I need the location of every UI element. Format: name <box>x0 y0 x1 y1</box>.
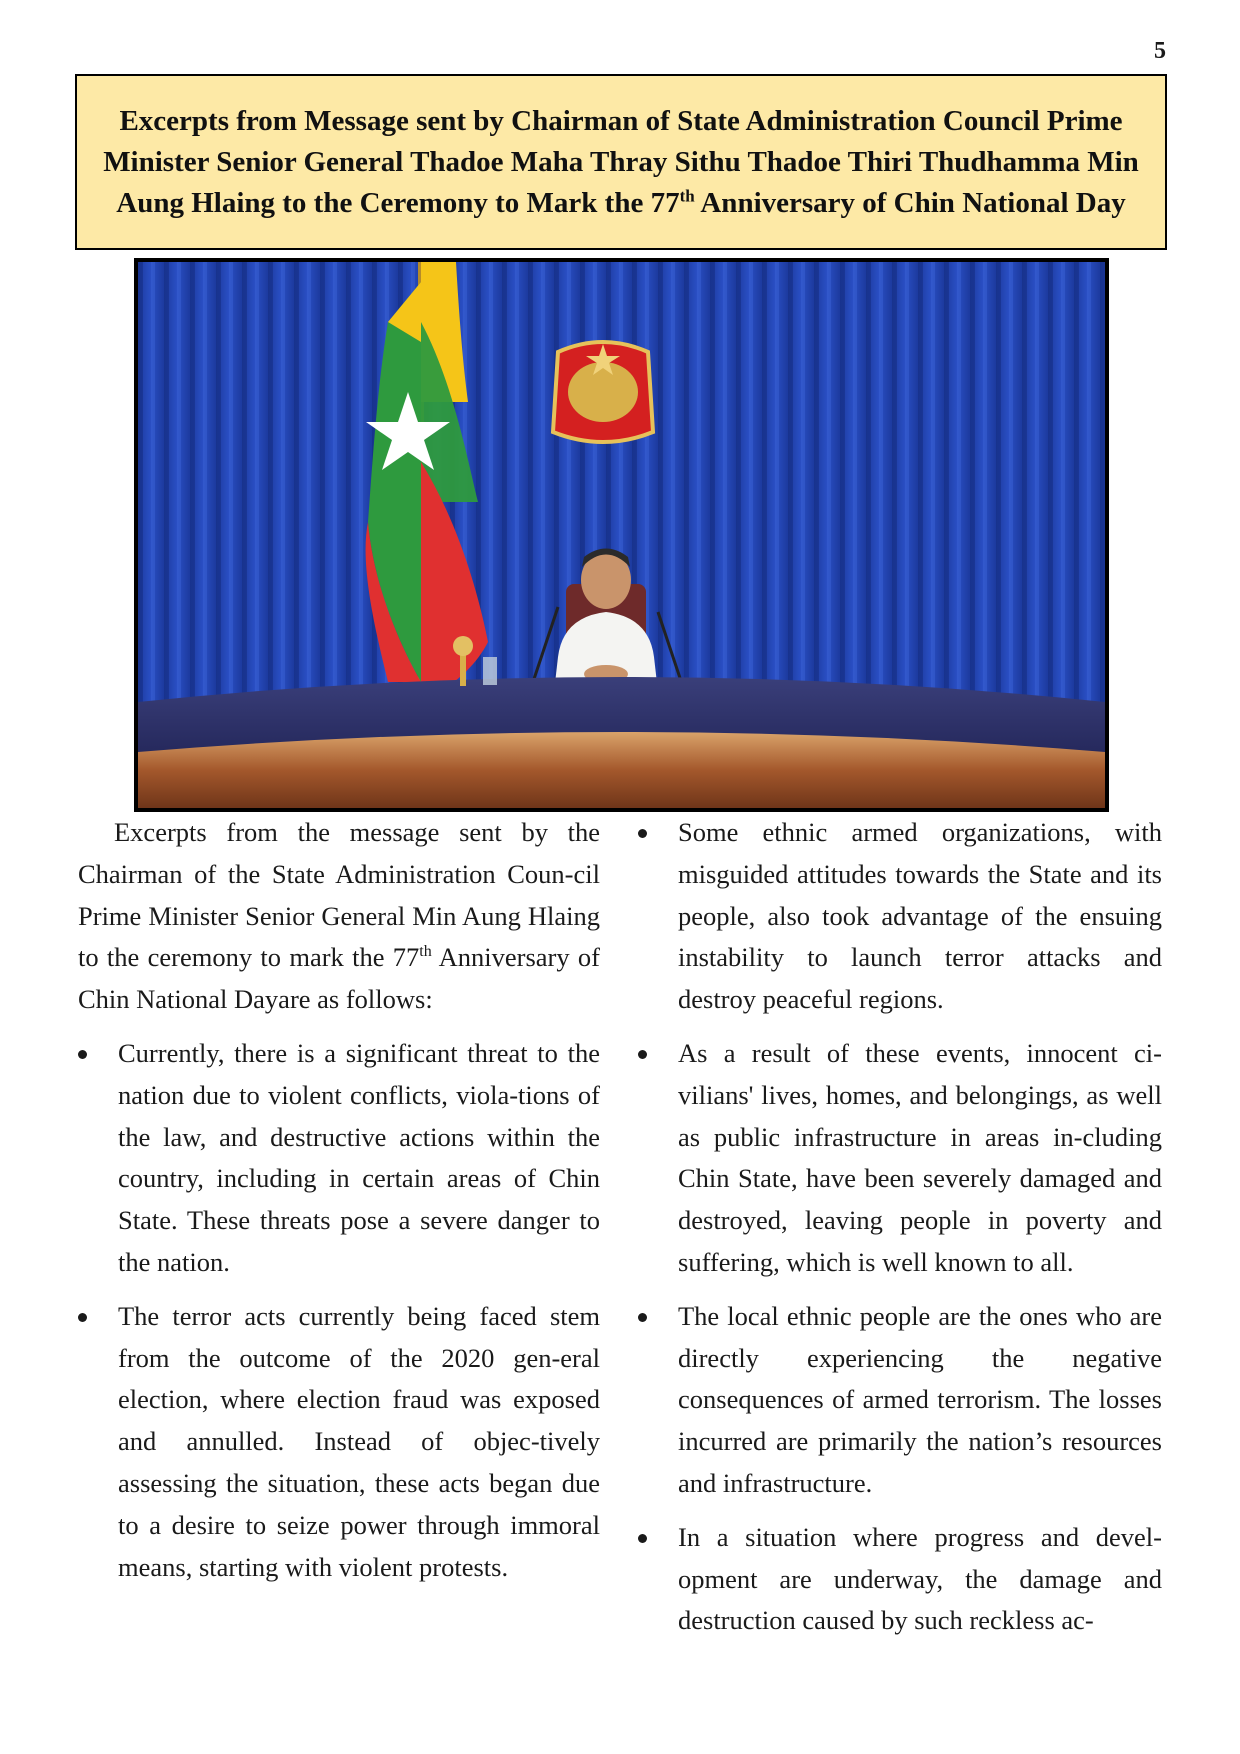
bullet-icon <box>78 1050 87 1059</box>
photo-illustration <box>138 262 1105 808</box>
desk-front <box>138 732 1105 808</box>
intro-superscript: th <box>419 943 432 961</box>
bullet-icon <box>638 1313 647 1322</box>
desk-trophy-top <box>453 636 473 656</box>
title-box <box>75 74 1167 250</box>
left-column <box>78 812 600 1600</box>
page-number: 5 <box>1154 38 1166 64</box>
right-bullet-list <box>638 812 1162 1642</box>
intro-paragraph <box>78 812 600 1021</box>
intro-text-end: Anniversary of Chin National Dayare as follows: <box>78 942 600 1015</box>
left-bullet-list <box>78 1033 600 1588</box>
list-item-text: In a situation where progress and devel-opment are underway, the damage and destruction caused by such reckless ac- <box>678 1521 1162 1636</box>
title-text: Excerpts from Message sent by Chairman of State Administration Council Prime Minister Senior General Thadoe Maha Thray Sithu Thadoe Thiri Thudhamma Min Aung Hlaing to the Ceremony to Mark the 77 <box>103 104 1139 219</box>
list-item-text: The local ethnic people are the ones who are directly experiencing the negative consequences of armed terrorism. The losses incurred are primarily the nation’s resources and infrastructure. <box>678 1300 1162 1498</box>
photo-senior-general-seated-at-desk <box>134 258 1109 812</box>
list-item-text: Currently, there is a significant threat to the nation due to violent conflicts, viola-tions of the law, and destructive actions within the country, including in certain areas of Chin State. These threats pose a severe danger to the nation. <box>118 1037 600 1277</box>
water-glass <box>483 657 497 685</box>
right-column <box>638 812 1162 1654</box>
list-item <box>638 1296 1162 1505</box>
bullet-icon <box>638 1050 647 1059</box>
list-item-text: Some ethnic armed organizations, with misguided attitudes towards the State and its people, also took advantage of the ensuing instability to launch terror attacks and destroy peaceful regions. <box>678 817 1162 1015</box>
list-item <box>78 1296 600 1589</box>
title-superscript: th <box>679 185 695 205</box>
article-title <box>77 101 1165 224</box>
intro-text: Excerpts from the message sent by the Chairman of the State Administration Coun-cil Prime Minister Senior General Min Aung Hlaing to the ceremony to mark the 77 <box>78 817 600 973</box>
list-item <box>638 1033 1162 1284</box>
state-emblem <box>553 342 653 442</box>
list-item <box>638 1517 1162 1642</box>
bullet-icon <box>638 829 647 838</box>
list-item-text: The terror acts currently being faced stem from the outcome of the 2020 gen-eral election, where election fraud was exposed and annulled. Instead of objec-tively assessing the situation, these acts began due to a desire to seize power through immoral means, starting with violent protests. <box>118 1300 600 1582</box>
list-item-text: As a result of these events, innocent ci-vilians' lives, homes, and belongings, as well as public infrastructure in areas in-cluding Chin State, have been severely damaged and destroyed, leaving people in poverty and suffering, which is well known to all. <box>678 1037 1162 1277</box>
list-item <box>78 1033 600 1284</box>
bullet-icon <box>78 1313 87 1322</box>
list-item <box>638 812 1162 1021</box>
title-text-end: Anniversary of Chin National Day <box>694 186 1126 219</box>
bullet-icon <box>638 1534 647 1543</box>
